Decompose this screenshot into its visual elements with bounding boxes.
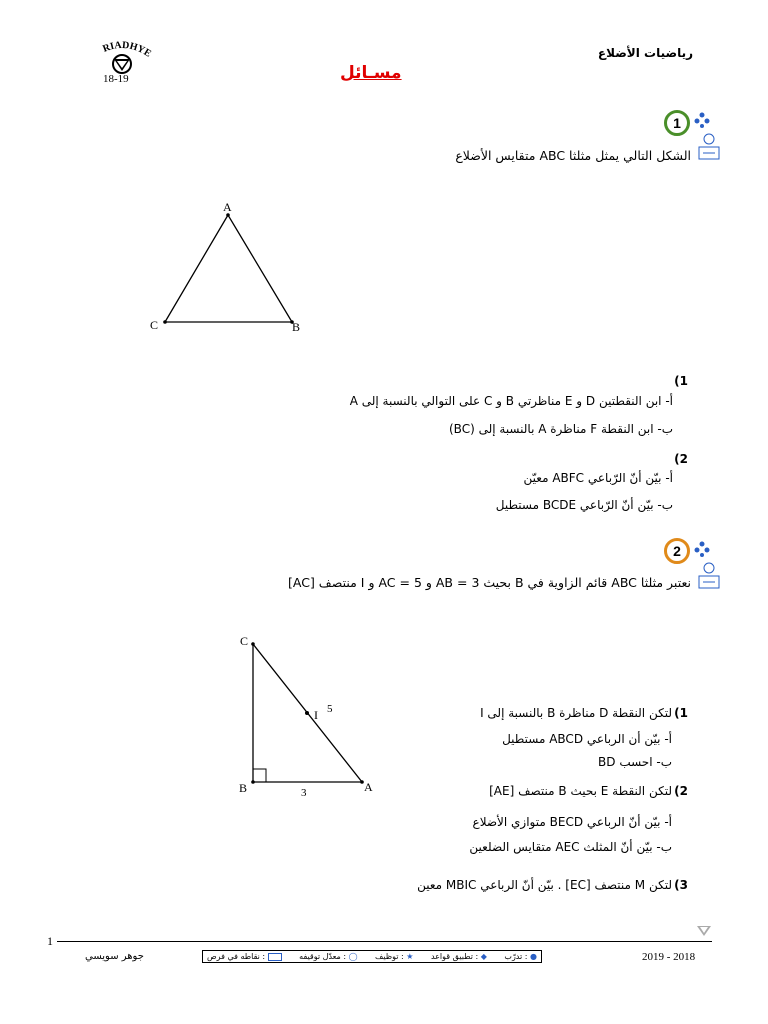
- exercise-number-badge: 2: [664, 538, 690, 564]
- length-label-AC: 5: [327, 703, 333, 715]
- ex2-q1-num: (1: [674, 706, 688, 720]
- exercise2-statement: نعتبر مثلثا ABC قائم الزاوية في B بحيث 3 = AB و 5 = AC و I منتصف [AC]: [287, 575, 691, 590]
- point-I: I: [314, 708, 318, 722]
- exercise-number-badge: 1: [664, 110, 690, 136]
- task-type-icon: [698, 562, 720, 594]
- dots-icon: [694, 112, 710, 132]
- ex2-q2: لتكن النقطة E بحيث B منتصف [AE]: [489, 784, 672, 798]
- legend-item: ● : تدرّب: [504, 952, 537, 961]
- part2-label: (2: [674, 452, 688, 466]
- ex2-q3: لتكن M منتصف [EC] . بيّن أنّ الرباعي MBIC معين: [417, 878, 672, 892]
- section-title: مسـائل: [340, 63, 402, 83]
- dots-icon: [694, 541, 710, 561]
- task-type-icon: [698, 133, 720, 165]
- footer-page-number: 1: [47, 934, 53, 948]
- ex1-q2b: ب- بيّن أنّ الرّباعي BCDE مستطيل: [495, 498, 673, 512]
- exercise1-statement: الشكل التالي يمثل مثلثا ABC متقايس الأضلاع: [455, 148, 691, 163]
- legend-item: ◆ : تطبيق قواعد: [430, 952, 487, 961]
- vertex-A: A: [223, 200, 232, 214]
- vertex-C: C: [150, 318, 159, 332]
- equilateral-triangle-figure: [140, 195, 320, 344]
- logo-year: 18-19: [103, 73, 129, 85]
- vertex-B: B: [292, 320, 301, 334]
- part1-label: (1: [674, 374, 688, 388]
- ex1-q2a: أ- بيّن أنّ الرّباعي ABFC معيّن: [523, 471, 673, 485]
- ex2-q2a: أ- بيّن أنّ الرباعي BECD متوازي الأضلاع: [472, 815, 672, 829]
- legend-item: ★ : توظيف: [375, 952, 414, 961]
- ex1-q1b: ب- ابن النقطة F مناظرة A بالنسبة إلى (BC): [448, 422, 673, 436]
- footer-diamond-icon: [696, 922, 712, 941]
- page-header-title: رياضيات الأضلاع: [597, 46, 693, 60]
- legend-item: ◯ : معدّل توقيفه: [299, 952, 358, 961]
- right-triangle-figure: [230, 630, 390, 804]
- length-label-AB: 3: [301, 787, 307, 799]
- legend-item: : نقاطه في فرص: [207, 952, 282, 961]
- ex2-q1b: ب- احسب BD: [598, 755, 672, 769]
- footer-author: جوهر سويسي: [85, 951, 144, 962]
- ex2-q2b: ب- بيّن أنّ المثلث AEC متقايس الضلعين: [469, 840, 672, 854]
- vertex-B: B: [239, 781, 248, 795]
- svg-text:RIADHYET: RIADHYE: [101, 39, 154, 60]
- ex2-q3-num: (3: [674, 878, 688, 892]
- footer-divider: [57, 941, 712, 942]
- vertex-C: C: [240, 634, 249, 648]
- ex2-q1: لتكن النقطة D مناظرة B بالنسبة إلى I: [480, 706, 672, 720]
- vertex-A: A: [364, 780, 373, 794]
- footer-legend: [202, 950, 542, 963]
- footer-year: 2019 - 2018: [642, 951, 696, 963]
- ex1-q1a: أ- ابن النقطتين D و E مناظرتي B و C على التوالي بالنسبة إلى A: [349, 394, 673, 408]
- ex2-q2-num: (2: [674, 784, 688, 798]
- ex2-q1a: أ- بيّن أن الرباعي ABCD مستطيل: [502, 732, 672, 746]
